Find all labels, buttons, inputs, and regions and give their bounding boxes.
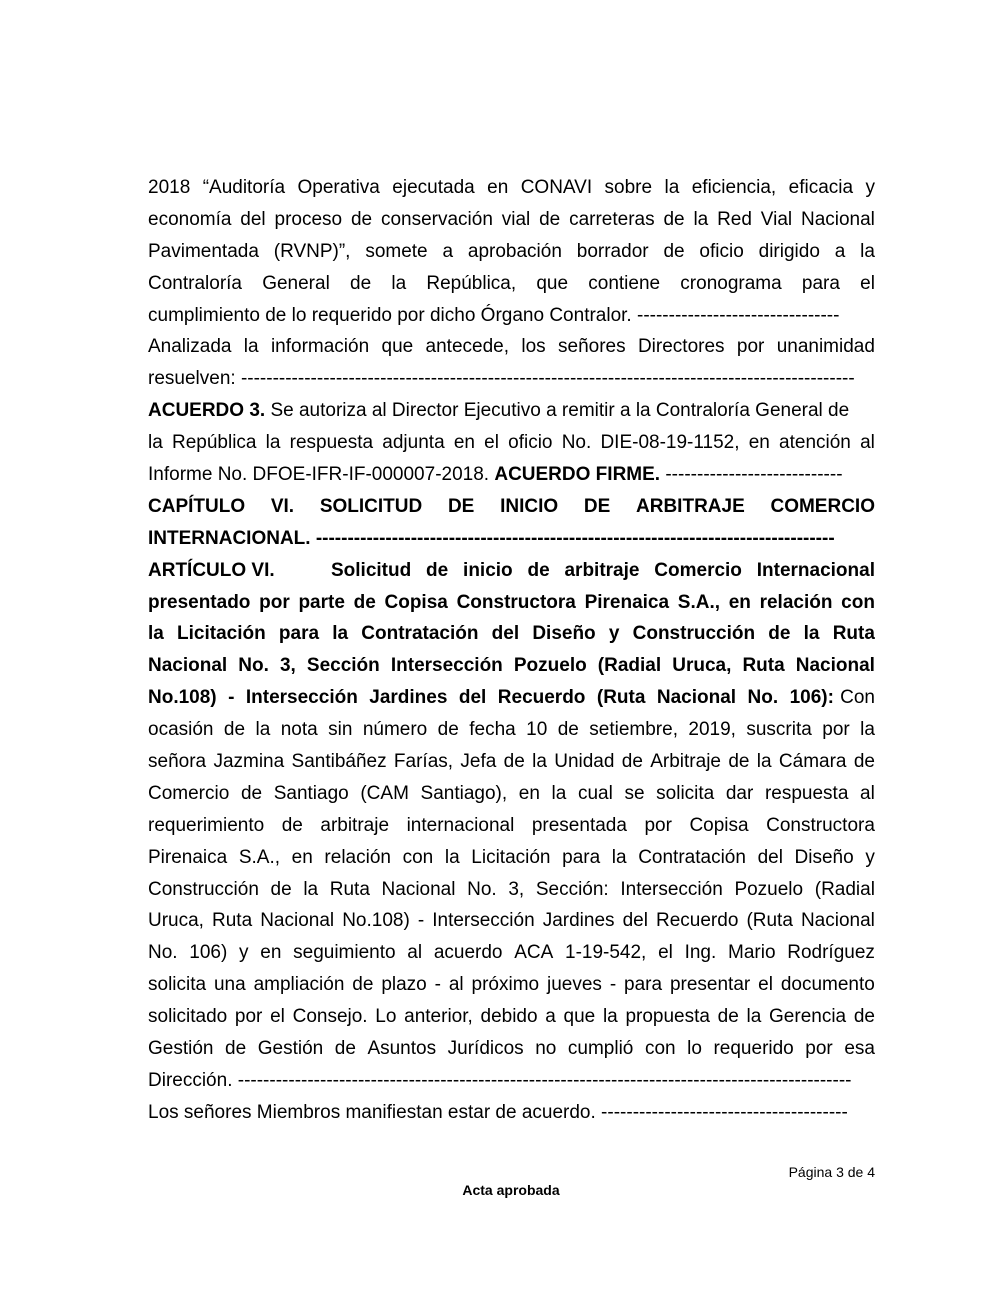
text-line: la República la respuesta adjunta en el oficio No. DIE-08-19-1152, en atención al — [148, 432, 875, 454]
text-line: No. 106) y en seguimiento al acuerdo ACA 1-19-542, el Ing. Mario Rodríguez — [148, 942, 875, 964]
text-line: cumplimiento de lo requerido por dicho Órgano Contralor. -------------------------------- — [148, 304, 840, 326]
text-line: Los señores Miembros manifiestan estar de acuerdo. --------------------------------------- — [148, 1101, 848, 1123]
article-text: presentado por parte de Copisa Constructora Pirenaica S.A., en relación con — [148, 591, 875, 613]
text-line: requerimiento de arbitraje internacional presentada por Copisa Constructora — [148, 814, 875, 836]
text-line: solicitado por el Consejo. Lo anterior, debido a que la propuesta de la Gerencia de — [148, 1006, 875, 1028]
text-line: economía del proceso de conservación vial de carreteras de la Red Vial Nacional — [148, 208, 875, 230]
document-body — [148, 172, 875, 1129]
text-line: señora Jazmina Santibáñez Farías, Jefa de la Unidad de Arbitraje de la Cámara de — [148, 751, 875, 773]
chapter-heading: CAPÍTULO VI. SOLICITUD DE INICIO DE ARBITRAJE COMERCIO — [148, 495, 875, 517]
approval-status: Acta aprobada — [462, 1182, 560, 1198]
text-line: Pirenaica S.A., en relación con la Licitación para la Contratación del Diseño y — [148, 846, 875, 868]
acuerdo-label: ACUERDO 3. — [148, 400, 266, 422]
text-line: Dirección. ------------------------------------------------------------------------------------------------- — [148, 1069, 852, 1091]
text-line: Comercio de Santiago (CAM Santiago), en la cual se solicita dar respuesta al — [148, 782, 875, 804]
text-line: Gestión de Gestión de Asuntos Jurídicos no cumplió con lo requerido por esa — [148, 1038, 875, 1060]
acuerdo-firme: ACUERDO FIRME. — [494, 464, 661, 486]
article-text: Nacional No. 3, Sección Intersección Pozuelo (Radial Uruca, Ruta Nacional — [148, 655, 875, 677]
text-line: Construcción de la Ruta Nacional No. 3, Sección: Intersección Pozuelo (Radial — [148, 878, 875, 900]
text-line: solicita una ampliación de plazo - al próximo jueves - para presentar el documento — [148, 974, 875, 996]
article-closing-line — [148, 682, 875, 714]
chapter-heading-cont: INTERNACIONAL. ---------------------------------------------------------------------------------- — [148, 527, 835, 549]
acuerdo-line — [148, 395, 875, 427]
article-closing-bold: No.108) - Intersección Jardines del Recuerdo (Ruta Nacional No. 106): — [148, 687, 834, 709]
text-line: 2018 “Auditoría Operativa ejecutada en CONAVI sobre la eficiencia, eficacia y — [148, 177, 875, 198]
text-line: Uruca, Ruta Nacional No.108) - Intersección Jardines del Recuerdo (Ruta Nacional — [148, 910, 875, 932]
informe-dashes: ---------------------------- — [660, 464, 843, 486]
text-line: ocasión de la nota sin número de fecha 10 de setiembre, 2019, suscrita por la — [148, 719, 875, 741]
text-line: resuelven: ------------------------------------------------------------------------------------------------- — [148, 368, 855, 390]
article-title: Solicitud de inicio de arbitraje Comercio Internacional — [331, 559, 875, 581]
informe-text: Informe No. DFOE-IFR-IF-000007-2018. — [148, 464, 495, 486]
article-heading — [148, 555, 875, 587]
article-label: ARTÍCULO VI. — [148, 559, 275, 581]
article-closing-rest: Con — [840, 687, 875, 709]
page-number: Página 3 de 4 — [788, 1164, 875, 1180]
article-text: la Licitación para la Contratación del Diseño y Construcción de la Ruta — [148, 623, 875, 645]
text-line: Pavimentada (RVNP)”, somete a aprobación borrador de oficio dirigido a la — [148, 240, 875, 262]
acuerdo-text: Se autoriza al Director Ejecutivo a remitir a la Contraloría General de — [265, 400, 850, 422]
text-line: Contraloría General de la República, que contiene cronograma para el — [148, 272, 875, 294]
informe-line — [148, 459, 875, 491]
text-line: Analizada la información que antecede, los señores Directores por unanimidad — [148, 336, 875, 358]
